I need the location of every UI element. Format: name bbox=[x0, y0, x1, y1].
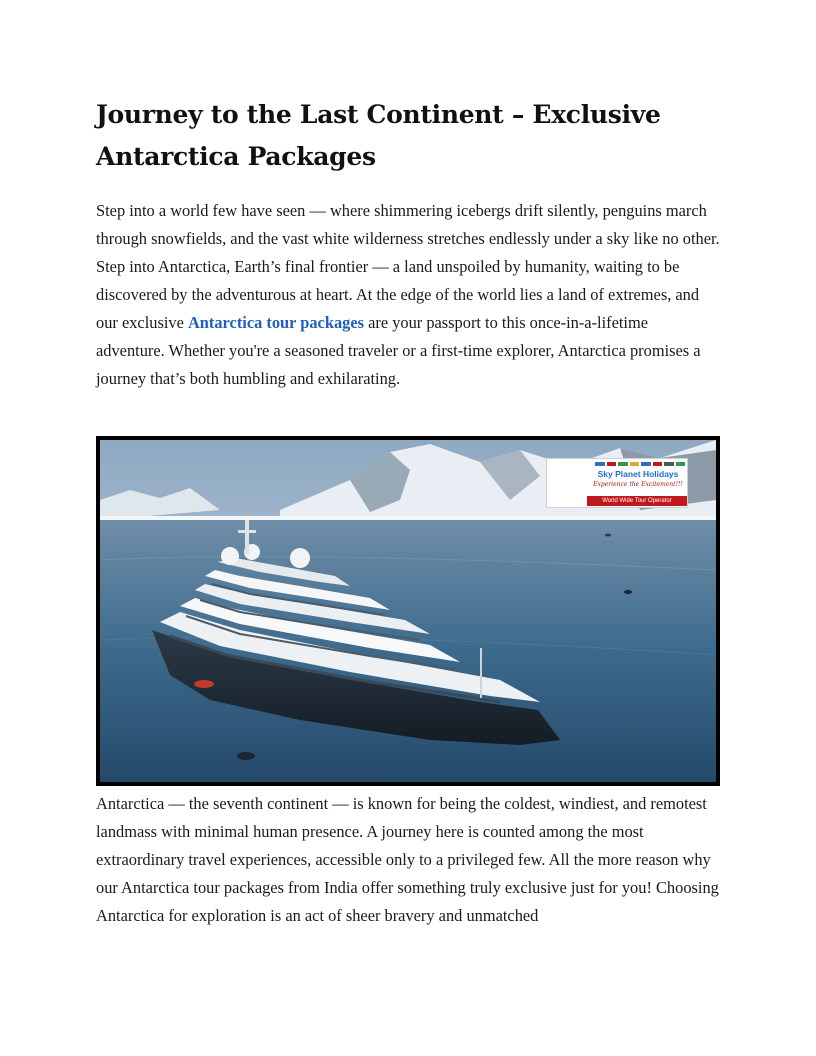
cruise-ship-photo bbox=[96, 436, 720, 786]
page-title: Journey to the Last Continent – Exclusive Antarctica Packages bbox=[96, 100, 661, 171]
flag-strip-icon bbox=[595, 462, 685, 467]
intro-paragraph bbox=[96, 197, 720, 393]
logo-tagline: Experience the Excitement!!! bbox=[593, 481, 683, 488]
sky-planet-holidays-logo bbox=[546, 458, 688, 508]
antarctica-tour-packages-link[interactable]: Antarctica tour packages bbox=[187, 313, 364, 332]
logo-banner: World Wide Tour Operator bbox=[587, 496, 687, 506]
body-paragraph: Antarctica — the seventh continent — is known for being the coldest, windiest, and remotest landmass with minimal human presence. A journey here is counted among the most extraordinary travel experiences, accessible only to a privileged few. All the more reason why our Antarctica tour packages from India offer something truly exclusive just for you! Choosing Antarctica for exploration is an act of sheer bravery and unmatched bbox=[96, 794, 719, 925]
globe-plane-icon bbox=[550, 463, 720, 786]
intro-text-start: Step into a world few have seen — where shimmering icebergs drift silently, penguins march through snowfields, and the vast white wilderness stretches endlessly under a sky like no other. Step into Antarctica, Earth’s final frontier — a land unspoiled by humanity, waiting to be discovered by the adventurous at heart. At the edge of the world lies a land of extremes, and our exclusive bbox=[96, 201, 720, 332]
intro-text-end: are your passport to this once-in-a-lifetime adventure. Whether you're a seasoned traveler or a first-time explorer, Antarctica promises a journey that’s both humbling and exhilarating. bbox=[96, 313, 701, 388]
logo-brand-name: Sky Planet Holidays bbox=[597, 469, 679, 479]
